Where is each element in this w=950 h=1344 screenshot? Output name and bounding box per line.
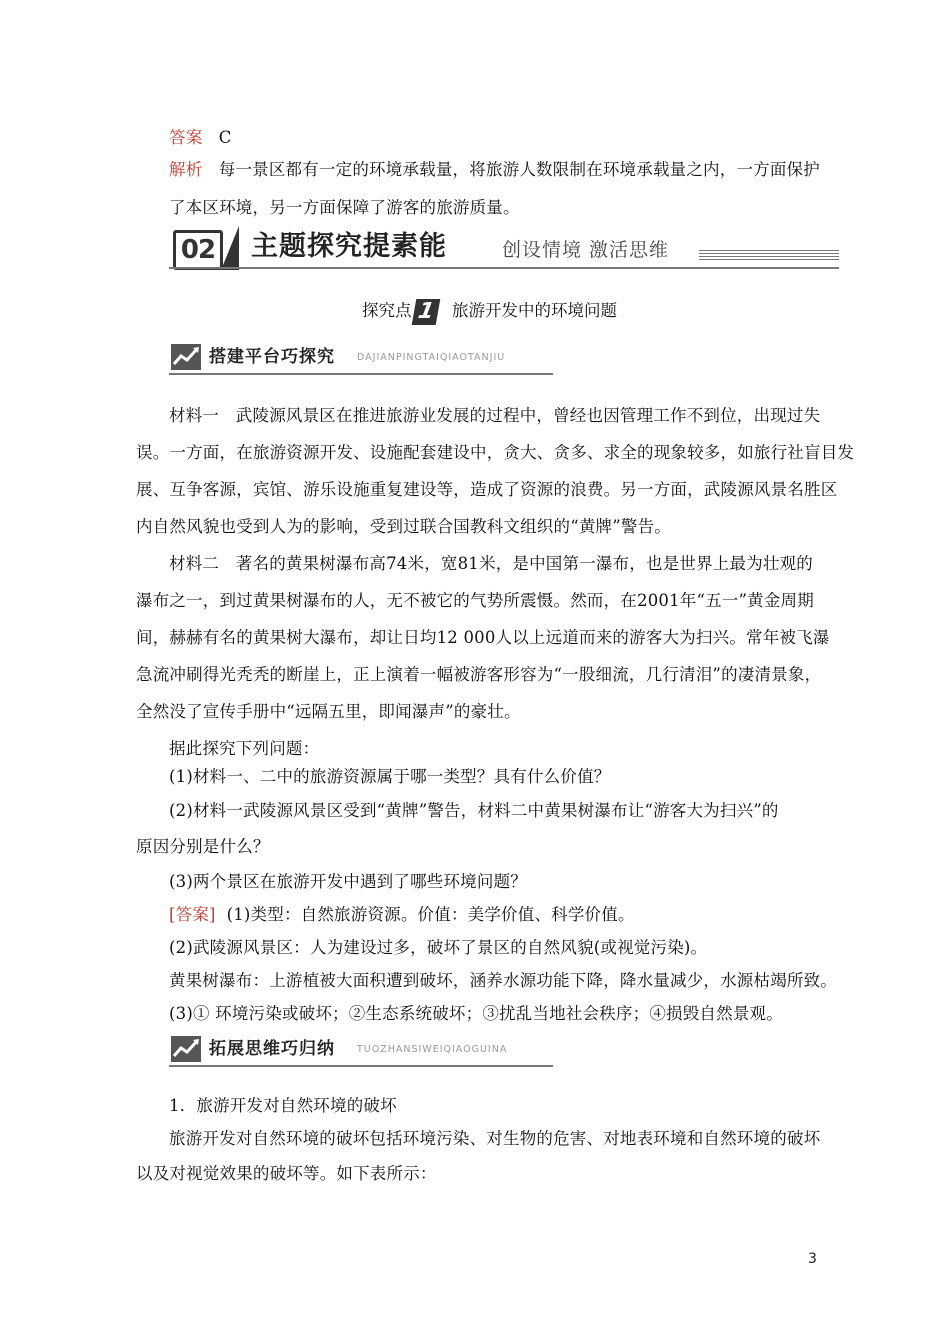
explore-point-title: 旅游开发中的环境问题 [452, 301, 617, 320]
material1-line-2: 误。一方面，在旅游资源开发、设施配套建设中，贪大、贪多、求全的现象较多，如旅行社盲目发 [136, 443, 855, 462]
explore-point-prefix: 探究点 [362, 301, 412, 320]
analysis-text-2: 了本区环境，另一方面保障了游客的旅游质量。 [169, 198, 520, 217]
explore-point-heading [362, 296, 617, 326]
question-2-line-2: 原因分别是什么？ [136, 837, 270, 856]
analysis-line-1 [169, 159, 820, 181]
answer-2-line-2: 黄果树瀑布：上游植被大面积遭到破坏，涵养水源功能下降，降水量减少，水源枯竭所致。 [169, 971, 837, 990]
question-1: (1)材料一、二中的旅游资源属于哪一类型？具有什么价值？ [169, 767, 611, 786]
material1-line-4: 内自然风貌也受到人为的影响，受到过联合国教科文组织的“黄牌”警告。 [136, 517, 671, 536]
banner-rules-decoration [699, 250, 839, 264]
banner-baseline [169, 267, 839, 269]
answers-label: [答案] [169, 905, 216, 924]
banner-number: 02 [173, 230, 223, 270]
section-banner [169, 226, 839, 270]
questions-intro: 据此探究下列问题： [169, 739, 320, 758]
material2-line-1: 材料二 著名的黄果树瀑布高74米，宽81米，是中国第一瀑布，也是世界上最为壮观的 [169, 554, 813, 573]
trend-chart-icon [171, 344, 201, 370]
section-header-1 [169, 342, 553, 376]
material2-line-3: 间，赫赫有名的黄果树大瀑布，却让日均12 000人以上远道而来的游客大为扫兴。常年被飞瀑 [136, 628, 830, 647]
section-2-underline [169, 1065, 553, 1067]
section-2-title: 拓展思维巧归纳 [209, 1039, 335, 1059]
banner-slash-decoration [221, 226, 239, 270]
analysis-text-1: 每一景区都有一定的环境承载量，将旅游人数限制在环境承载量之内，一方面保护 [218, 160, 820, 179]
answer-1: (1)类型：自然旅游资源。价值：美学价值、科学价值。 [226, 905, 635, 924]
page-number: 3 [808, 1251, 817, 1267]
question-3: (3)两个景区在旅游开发中遇到了哪些环境问题？ [169, 872, 527, 891]
answer-3: (3)① 环境污染或破坏；②生态系统破坏；③扰乱当地社会秩序；④损毁自然景观。 [169, 1004, 783, 1023]
material2-line-4: 急流冲刷得光秃秃的断崖上，正上演着一幅被游客形容为“一股细流，几行清泪”的凄清景象， [136, 665, 822, 684]
answer-2-line-1: (2)武陵源风景区：人为建设过多，破坏了景区的自然风貌(或视觉污染)。 [169, 938, 708, 957]
material1-line-1: 材料一 武陵源风景区在推进旅游业发展的过程中，曾经也因管理工作不到位，出现过失 [169, 406, 821, 425]
banner-title: 主题探究提素能 [251, 231, 447, 262]
answer-1-line [169, 904, 635, 926]
question-2-line-1: (2)材料一武陵源风景区受到“黄牌”警告，材料二中黄果树瀑布让“游客大为扫兴”的 [169, 801, 779, 820]
section-1-underline [169, 373, 553, 375]
banner-subtitle: 创设情境 激活思维 [502, 239, 670, 261]
section-header-2 [169, 1034, 553, 1068]
trend-chart-icon [171, 1036, 201, 1062]
summary-line-2: 以及对视觉效果的破坏等。如下表所示： [136, 1164, 437, 1183]
summary-line-1: 旅游开发对自然环境的破坏包括环境污染、对生物的危害、对地表环境和自然环境的破坏 [169, 1129, 821, 1148]
explore-point-number: 1 [411, 299, 440, 325]
summary-heading: 1．旅游开发对自然环境的破坏 [169, 1096, 397, 1115]
section-1-pinyin: DAJIANPINGTAIQIAOTANJIU [357, 352, 506, 363]
section-2-pinyin: TUOZHANSIWEIQIAOGUINA [357, 1044, 508, 1055]
answer-line [169, 127, 232, 149]
section-1-title: 搭建平台巧探究 [209, 347, 335, 367]
answer-value: C [218, 128, 232, 147]
analysis-label: 解析 [169, 160, 203, 179]
answer-label: 答案 [169, 128, 203, 147]
material2-line-5: 全然没了宣传手册中“远隔五里，即闻瀑声”的豪壮。 [136, 702, 521, 721]
material2-line-2: 瀑布之一，到过黄果树瀑布的人，无不被它的气势所震慑。然而，在2001年“五一”黄金周期 [136, 591, 814, 610]
material1-line-3: 展、互争客源，宾馆、游乐设施重复建设等，造成了资源的浪费。另一方面，武陵源风景名胜区 [136, 480, 838, 499]
